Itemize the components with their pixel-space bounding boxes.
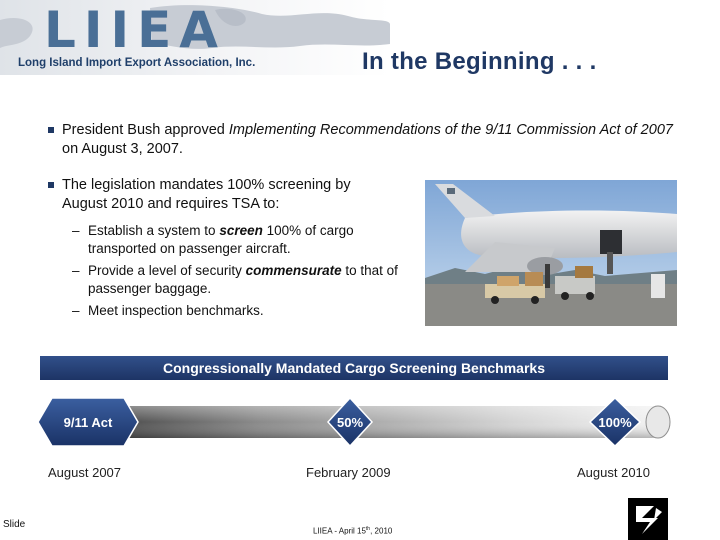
milestone-9-11-act: [38, 398, 138, 446]
footer-text-sup: th: [365, 526, 371, 532]
sub-2-text-a: Provide a level of security: [88, 263, 246, 278]
sub-3-text: Meet inspection benchmarks.: [88, 303, 264, 318]
footer-text-b: , 2010: [370, 526, 393, 536]
sub-1-text-b: 100% of cargo transported on passenger aircraft.: [88, 223, 354, 256]
bullet-square-icon: [48, 182, 54, 188]
dash-marker: –: [72, 263, 80, 278]
bullet-1-text-b: on August 3, 2007.: [62, 141, 183, 157]
bullet-1-text-a: President Bush approved: [62, 122, 229, 138]
bullet-square-icon: [48, 127, 54, 133]
bullet-1: [48, 121, 688, 159]
benchmark-timeline: [38, 395, 674, 457]
sub-1-emphasis: screen: [219, 223, 263, 238]
logo-subtitle: Long Island Import Export Association, Inc.: [18, 57, 256, 69]
dash-marker: –: [72, 303, 80, 318]
sub-bullet-1: [72, 222, 412, 258]
bullet-1-act-name: Implementing Recommendations of the 9/11 Commission Act of 2007: [228, 122, 673, 138]
footer-text: [313, 526, 392, 536]
slide-label: Slide: [3, 519, 26, 530]
sub-bullet-2: [72, 262, 412, 298]
sub-1-text-a: Establish a system to: [88, 223, 220, 238]
slide-title: In the Beginning . . .: [362, 48, 597, 75]
milestone-100-percent: [590, 398, 640, 446]
footer-text-a: LIIEA - April 15: [313, 526, 366, 536]
sub-2-text-b: to that of passenger baggage.: [88, 263, 398, 296]
bullet-2: [48, 176, 398, 214]
milestone-label: 50%: [336, 415, 364, 430]
logo-wordmark: LIIEA: [44, 1, 226, 59]
sub-bullet-3: [72, 302, 412, 320]
milestone-50-percent: [328, 398, 372, 446]
benchmarks-header: Congressionally Mandated Cargo Screening Benchmarks: [40, 356, 668, 380]
bullet-2-text: The legislation mandates 100% screening by August 2010 and requires TSA to:: [62, 177, 351, 212]
milestone-date: August 2010: [577, 465, 651, 480]
corner-logo-icon: [628, 498, 668, 540]
milestone-label: 100%: [598, 415, 632, 430]
milestone-label: 9/11 Act: [63, 415, 113, 430]
liiea-logo: [0, 0, 390, 75]
airplane-photo: [425, 180, 677, 326]
milestone-date: February 2009: [306, 465, 391, 480]
dash-marker: –: [72, 223, 80, 238]
milestone-date: August 2007: [48, 465, 122, 480]
sub-2-emphasis: commensurate: [245, 263, 342, 278]
